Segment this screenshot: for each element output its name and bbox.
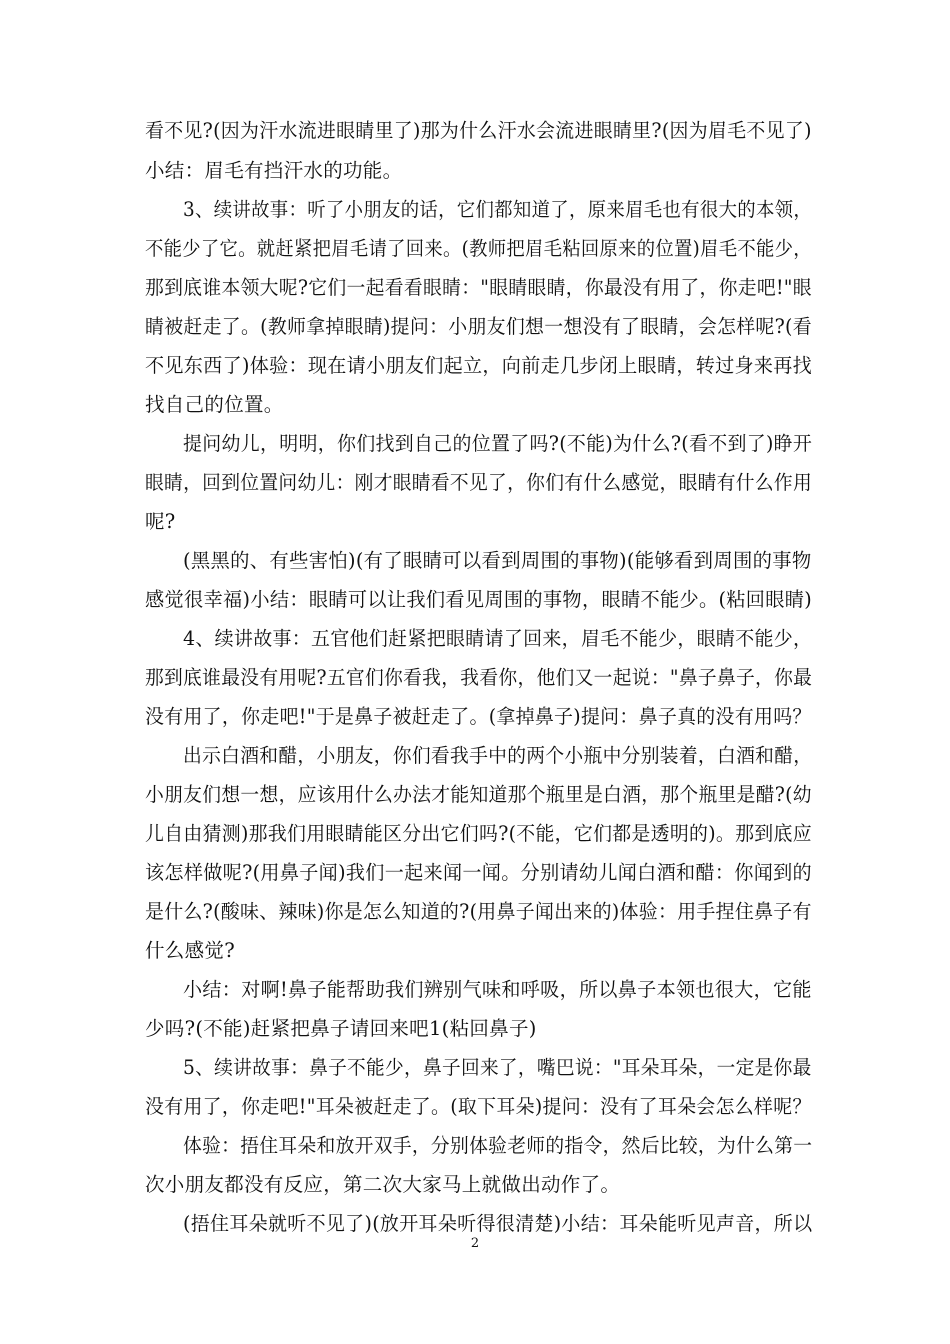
text-line: 4、续讲故事：五官他们赶紧把眼睛请了回来，眉毛不能少，眼睛不能少，	[183, 627, 813, 650]
text-line: 小结：对啊!鼻子能帮助我们辨别气味和呼吸，所以鼻子本领也很大，它能	[183, 978, 812, 1001]
text-line: 没有用了，你走吧!"于是鼻子被赶走了。(拿掉鼻子)提问：鼻子真的没有用吗？	[145, 705, 812, 728]
text-line: (黑黑的、有些害怕)(有了眼睛可以看到周围的事物)(能够看到周围的事物	[183, 549, 812, 572]
page-number: 2	[470, 1236, 480, 1251]
text-line: 儿自由猜测)那我们用眼睛能区分出它们吗?(不能，它们都是透明的)。那到底应	[145, 822, 812, 845]
text-line: 5、续讲故事：鼻子不能少，鼻子回来了，嘴巴说："耳朵耳朵，一定是你最	[183, 1056, 812, 1079]
text-line: 提问幼儿，明明，你们找到自己的位置了吗?(不能)为什么?(看不到了)睁开	[183, 432, 813, 455]
text-line: 没有用了，你走吧!"耳朵被赶走了。(取下耳朵)提问：没有了耳朵会怎么样呢？	[145, 1095, 812, 1118]
text-line: 那到底谁本领大呢?它们一起看看眼睛："眼睛眼睛，你最没有用了，你走吧!"眼	[145, 276, 812, 299]
text-line: 次小朋友都没有反应，第二次大家马上就做出动作了。	[145, 1173, 621, 1196]
text-line: 不能少了它。就赶紧把眉毛请了回来。(教师把眉毛粘回原来的位置)眉毛不能少，	[145, 237, 812, 260]
text-line: 看不见?(因为汗水流进眼睛里了)那为什么汗水会流进眼睛里?(因为眉毛不见了)	[145, 119, 812, 142]
text-line: 该怎样做呢?(用鼻子闻)我们一起来闻一闻。分别请幼儿闻白酒和醋：你闻到的	[145, 861, 812, 884]
text-line: 找自己的位置。	[145, 393, 284, 416]
text-line: 出示白酒和醋，小朋友，你们看我手中的两个小瓶中分别装着，白酒和醋，	[183, 744, 813, 767]
text-line: 睛被赶走了。(教师拿掉眼睛)提问：小朋友们想一想没有了眼睛，会怎样呢?(看	[145, 315, 812, 338]
text-line: 不见东西了)体验：现在请小朋友们起立，向前走几步闭上眼睛，转过身来再找	[145, 354, 813, 377]
text-line: 体验：捂住耳朵和放开双手，分别体验老师的指令，然后比较，为什么第一	[183, 1134, 813, 1157]
text-line: 是什么?(酸味、辣味)你是怎么知道的?(用鼻子闻出来的)体验：用手捏住鼻子有	[145, 900, 812, 923]
text-line: 感觉很幸福)小结：眼睛可以让我们看见周围的事物，眼睛不能少。(粘回眼睛)	[145, 588, 813, 611]
text-line: 那到底谁最没有用呢?五官们你看我，我看你，他们又一起说："鼻子鼻子，你最	[145, 666, 813, 689]
text-line: 呢?	[145, 510, 176, 533]
text-line: 少吗?(不能)赶紧把鼻子请回来吧1(粘回鼻子)	[145, 1017, 537, 1040]
text-line: (捂住耳朵就听不见了)(放开耳朵听得很清楚)小结：耳朵能听见声音，所以	[183, 1212, 813, 1235]
text-line: 眼睛，回到位置问幼儿：刚才眼睛看不见了，你们有什么感觉，眼睛有什么作用	[145, 471, 813, 494]
text-line: 什么感觉?	[145, 939, 235, 962]
text-line: 小朋友们想一想，应该用什么办法才能知道那个瓶里是白酒，那个瓶里是醋?(幼	[145, 783, 812, 806]
text-line: 小结：眉毛有挡汗水的功能。	[145, 159, 403, 182]
text-line: 3、续讲故事：听了小朋友的话，它们都知道了，原来眉毛也有很大的本领，	[183, 198, 813, 221]
